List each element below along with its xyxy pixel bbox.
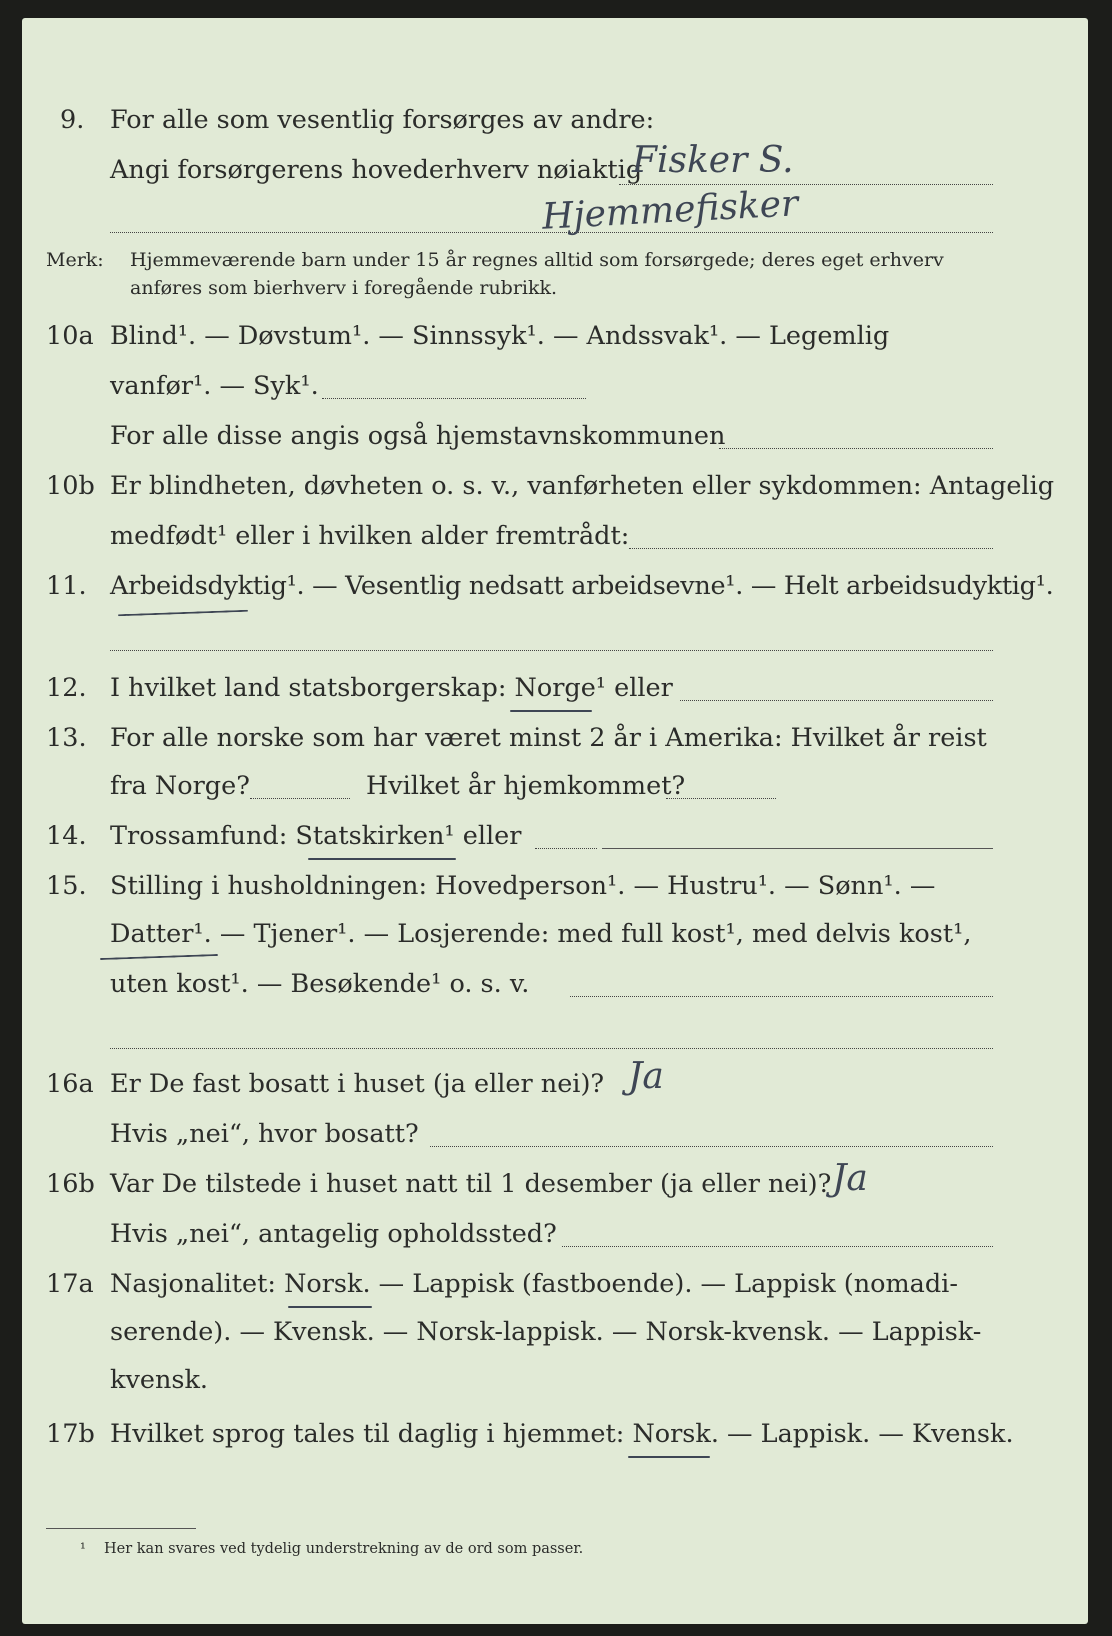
q13-hjemkommet-line bbox=[666, 798, 776, 799]
q14-answer-line-dotted bbox=[535, 848, 597, 849]
q9-line2: Angi forsørgerens hovederhverv nøiaktig bbox=[110, 155, 643, 185]
q15-underline-datter bbox=[100, 954, 218, 960]
q17a-line1: Nasjonalitet: Norsk. — Lappisk (fastboende). — Lappisk (nomadi- bbox=[110, 1269, 958, 1299]
q14-underline-statskirken bbox=[308, 858, 456, 860]
footnote-text: Her kan svares ved tydelig understrekning av de ord som passer. bbox=[104, 1541, 584, 1557]
footnote-mark: ¹ bbox=[80, 1541, 86, 1557]
q13-reist-line bbox=[250, 798, 350, 799]
q14-number: 14. bbox=[46, 821, 87, 851]
merk-line2: anføres som bierhverv i foregående rubrikk. bbox=[130, 277, 558, 299]
q10b-number: 10b bbox=[46, 471, 95, 501]
census-form-page bbox=[22, 18, 1088, 1624]
q12-underline-norge bbox=[510, 710, 592, 712]
q16a-number: 16a bbox=[46, 1069, 94, 1099]
q16a-handwritten-answer: Ja bbox=[628, 1056, 664, 1097]
q10b-line2: medfødt¹ eller i hvilken alder fremtrådt: bbox=[110, 521, 630, 551]
q10a-line2: vanfør¹. — Syk¹. bbox=[110, 371, 319, 401]
q11-underline-arbeidsdyktig bbox=[118, 610, 248, 617]
q14-answer-line-solid bbox=[602, 848, 993, 849]
q13-line2b: Hvilket år hjemkommet? bbox=[366, 771, 686, 801]
q16b-handwritten-answer: Ja bbox=[832, 1158, 868, 1199]
q12-answer-line bbox=[680, 700, 993, 701]
q9-answer-line bbox=[619, 184, 993, 185]
q15-line2: Datter¹. — Tjener¹. — Losjerende: med full kost¹, med delvis kost¹, bbox=[110, 919, 972, 949]
q17b-number: 17b bbox=[46, 1419, 95, 1449]
q10b-line1: Er blindheten, døvheten o. s. v., vanførheten eller sykdommen: Antagelig bbox=[110, 471, 1055, 501]
q16a-answer-line bbox=[430, 1146, 993, 1147]
q12-line1: I hvilket land statsborgerskap: Norge¹ eller bbox=[110, 673, 673, 703]
q11-answer-line bbox=[110, 650, 993, 651]
q15-number: 15. bbox=[46, 871, 87, 901]
q10a-number: 10a bbox=[46, 321, 94, 351]
q16a-line1: Er De fast bosatt i huset (ja eller nei)? bbox=[110, 1069, 605, 1099]
q17a-line3: kvensk. bbox=[110, 1365, 209, 1395]
q14-line1: Trossamfund: Statskirken¹ eller bbox=[110, 821, 522, 851]
q17b-underline-norsk bbox=[628, 1456, 710, 1458]
q17a-underline-norsk bbox=[288, 1306, 372, 1308]
merk-line1: Hjemmeværende barn under 15 år regnes alltid som forsørgede; deres eget erhverv bbox=[130, 249, 944, 271]
q16b-answer-line bbox=[562, 1246, 993, 1247]
q17a-number: 17a bbox=[46, 1269, 94, 1299]
footnote-divider bbox=[46, 1528, 196, 1529]
q13-line2a: fra Norge? bbox=[110, 771, 250, 801]
q17a-line2: serende). — Kvensk. — Norsk-lappisk. — Norsk-kvensk. — Lappisk- bbox=[110, 1317, 982, 1347]
q9-handwritten-answer1: Fisker S. bbox=[632, 140, 794, 181]
q13-number: 13. bbox=[46, 723, 87, 753]
q15-answer-line bbox=[570, 996, 993, 997]
q15-line3: uten kost¹. — Besøkende¹ o. s. v. bbox=[110, 969, 530, 999]
q11-line1: Arbeidsdyktig¹. — Vesentlig nedsatt arbeidsevne¹. — Helt arbeidsudyktig¹. bbox=[110, 571, 1054, 601]
q10b-answer-line bbox=[629, 548, 993, 549]
q16b-line1: Var De tilstede i huset natt til 1 desember (ja eller nei)? bbox=[110, 1169, 832, 1199]
q15-line1: Stilling i husholdningen: Hovedperson¹. — Hustru¹. — Sønn¹. — bbox=[110, 871, 936, 901]
merk-label: Merk: bbox=[46, 249, 104, 271]
q11-number: 11. bbox=[46, 571, 87, 601]
q10a-line3: For alle disse angis også hjemstavnskommunen bbox=[110, 421, 726, 451]
q16b-number: 16b bbox=[46, 1169, 95, 1199]
q10a-hometown-line bbox=[719, 448, 993, 449]
q12-number: 12. bbox=[46, 673, 87, 703]
q15-answer-line2 bbox=[110, 1048, 993, 1049]
q16b-line2: Hvis „nei“, antagelig opholdssted? bbox=[110, 1219, 557, 1249]
q9-number: 9. bbox=[60, 105, 85, 135]
q13-line1: For alle norske som har været minst 2 år i Amerika: Hvilket år reist bbox=[110, 723, 987, 753]
q17b-line1: Hvilket sprog tales til daglig i hjemmet: Norsk. — Lappisk. — Kvensk. bbox=[110, 1419, 1014, 1449]
q10a-line1: Blind¹. — Døvstum¹. — Sinnssyk¹. — Andssvak¹. — Legemlig bbox=[110, 321, 890, 351]
q9-handwritten-answer2: Hjemmefisker bbox=[541, 183, 800, 238]
q16a-line2: Hvis „nei“, hvor bosatt? bbox=[110, 1119, 419, 1149]
q9-line1: For alle som vesentlig forsørges av andre: bbox=[110, 105, 655, 135]
q10a-answer-line bbox=[322, 398, 586, 399]
